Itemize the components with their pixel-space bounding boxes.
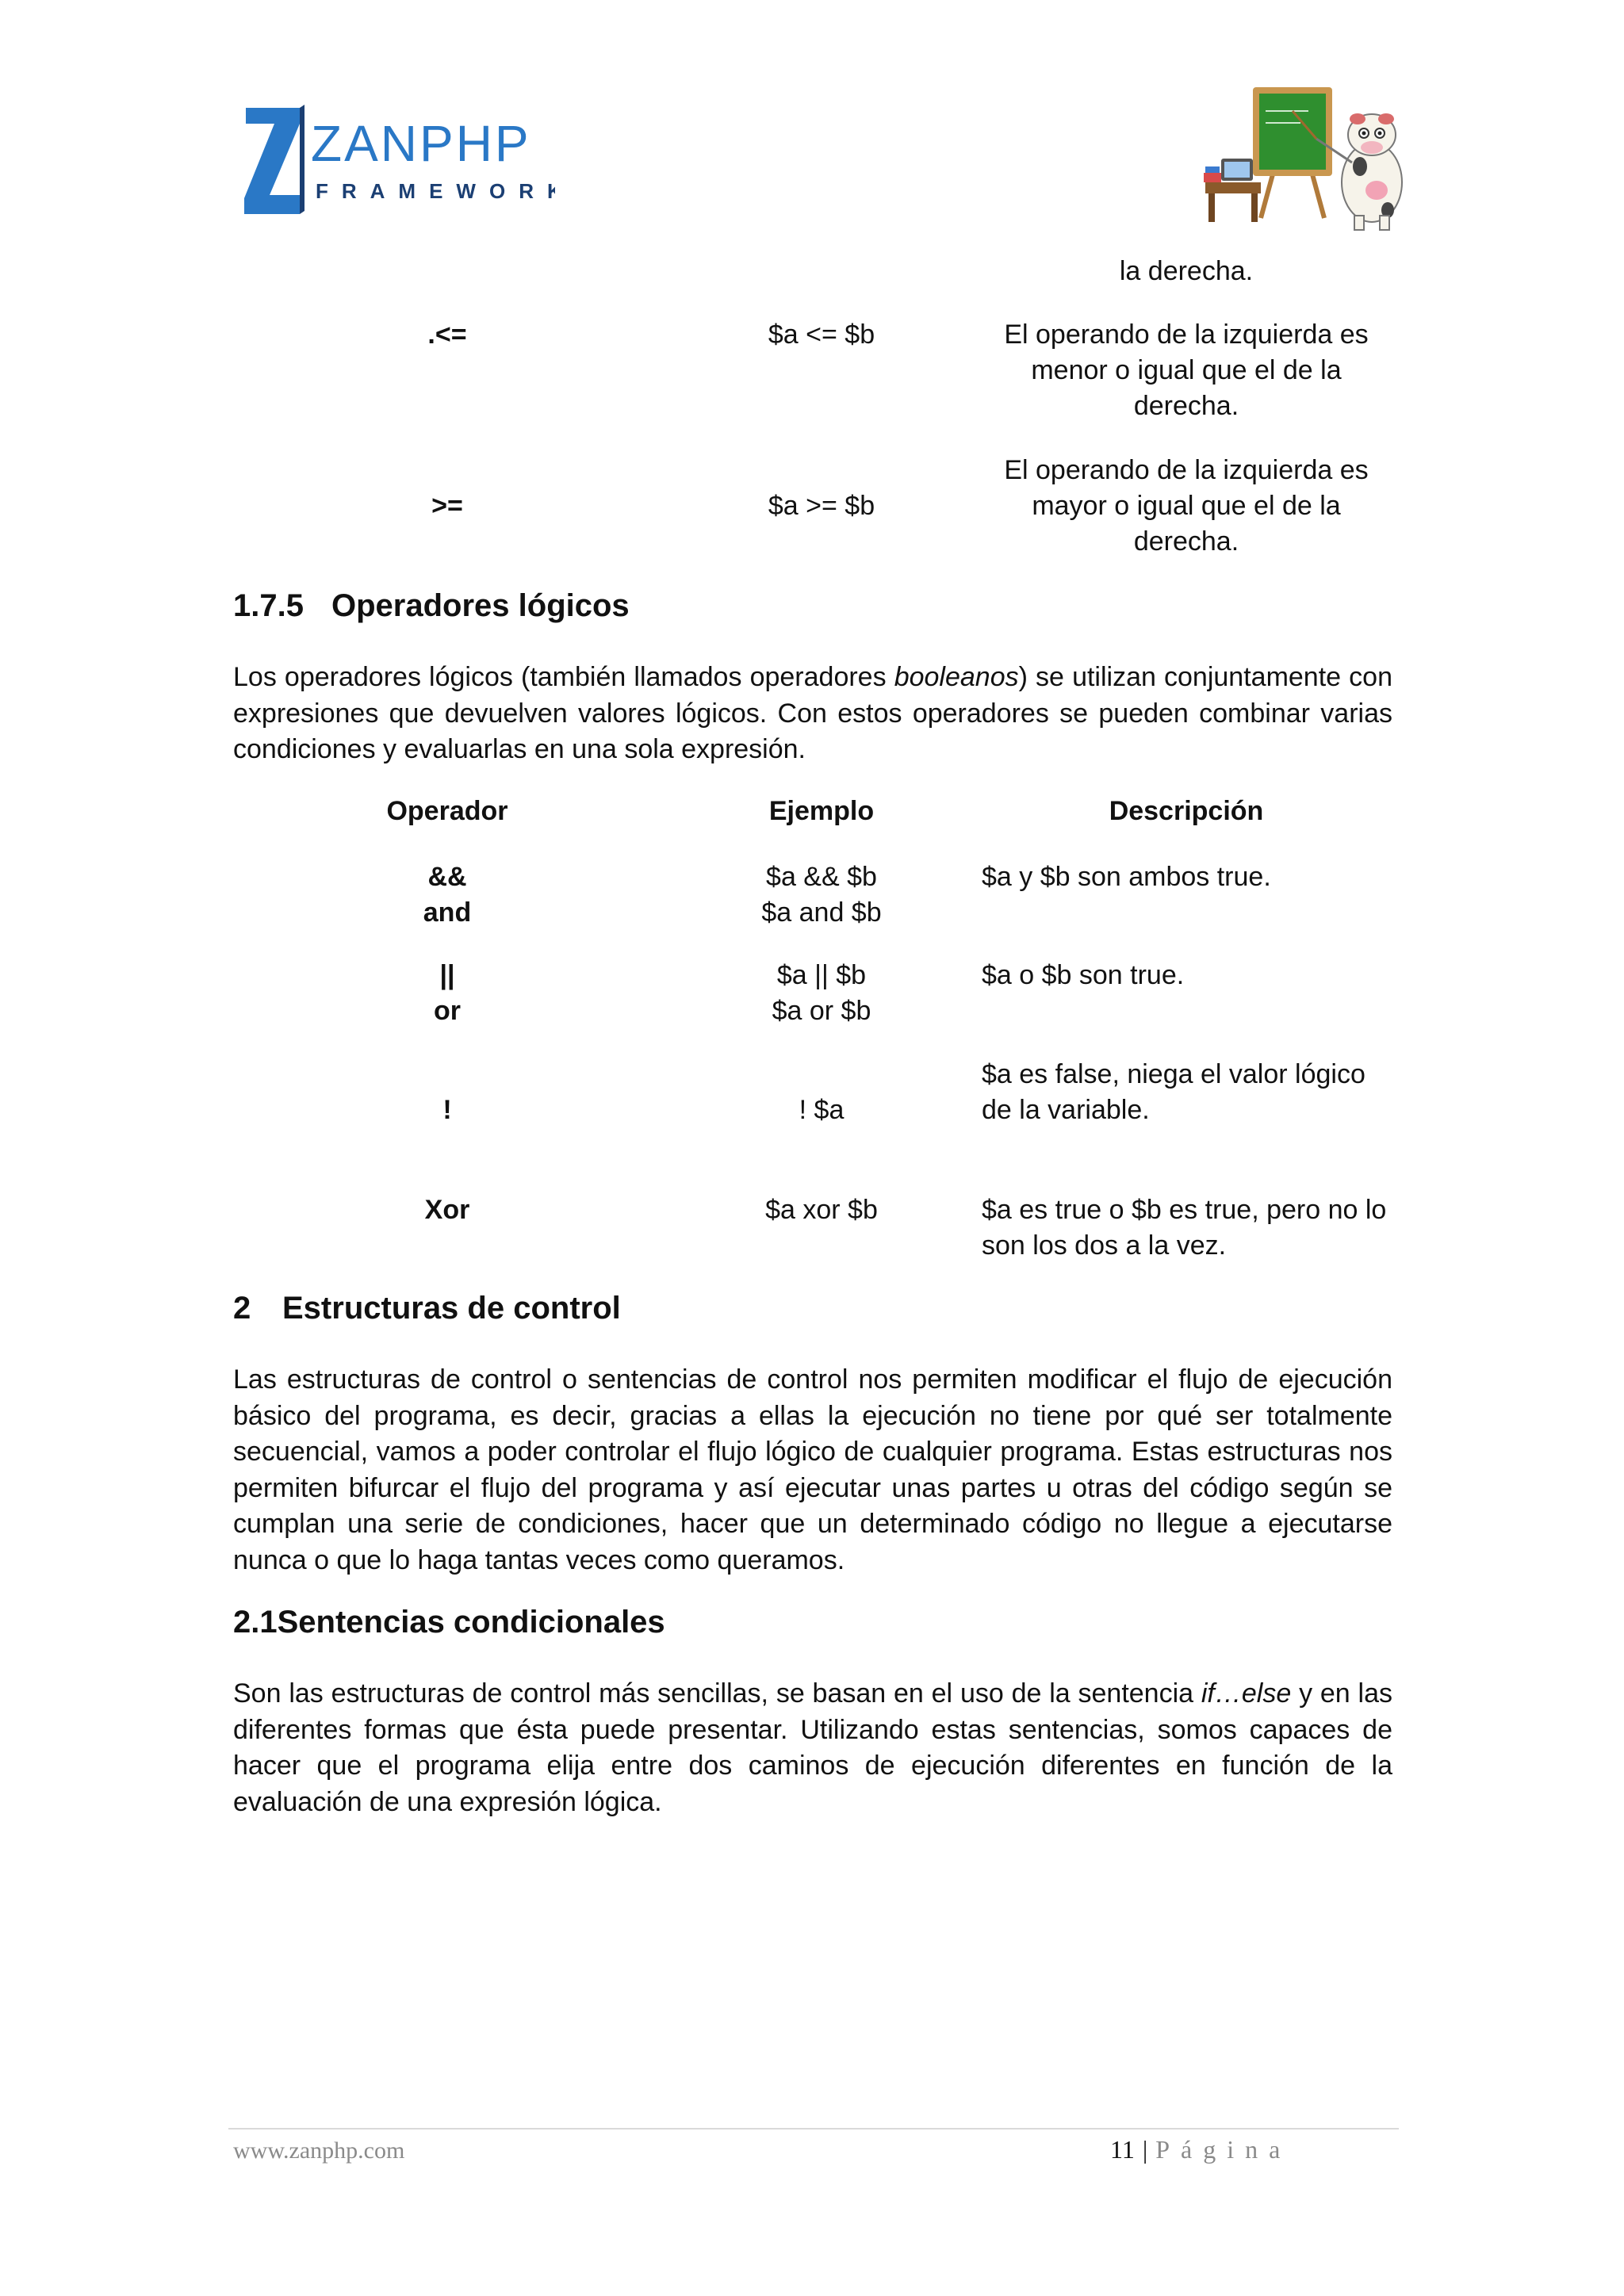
logo-text-bottom: FRAMEWORK [316,179,555,203]
logic-example: $a xor $b [765,1195,878,1225]
footer-url: www.zanphp.com [233,2137,405,2164]
section-heading-2: 2 Estructuras de control [233,1291,621,1326]
comparison-description: El operando de la izquierda es menor o igual que el de la derecha. [1004,320,1369,421]
comparison-continuation: la derecha. [1119,256,1254,286]
cow-teacher-illustration [1189,79,1419,238]
comparison-operator: >= [431,491,463,521]
column-header-operator: Operador [386,796,508,826]
section-heading-2-1: 2.1Sentencias condicionales [233,1605,665,1640]
logic-operator: && and [423,862,472,928]
zanphp-logo [238,101,555,220]
logic-operator: Xor [424,1195,470,1225]
logic-example: $a || $b $a or $b [772,960,871,1026]
section-2-1-paragraph: Son las estructuras de control más sencillas, se basan en el uso de la sentencia if…else y en las diferentes formas que ésta puede presentar. Utilizando estas sentencias, somos capaces de hacer que el programa elija entre dos caminos de ejecución diferentes en función de la evaluación de una expresión lógica. [233,1678,1392,1817]
footer-divider [228,2128,1399,2130]
logic-description: $a es true o $b es true, pero no lo son los dos a la vez. [982,1195,1387,1261]
section-1-7-5-paragraph: Los operadores lógicos (también llamados operadores booleanos) se utilizan conjuntamente con expresiones que devuelven valores lógicos. Con estos operadores se pueden combinar varias condiciones y evaluarlas en una sola expresión. [233,662,1392,764]
logo-text-top: ZANPHP [311,115,531,172]
section-heading-1-7-5: 1.7.5 Operadores lógicos [233,588,630,623]
logic-description: $a y $b son ambos true. [982,862,1271,892]
logic-example: ! $a [799,1095,845,1125]
column-header-description: Descripción [1109,796,1264,826]
logic-operator: || or [434,960,461,1026]
comparison-example: $a <= $b [768,320,875,350]
section-2-paragraph: Las estructuras de control o sentencias de control nos permiten modificar el flujo de ejecución básico del programa, es decir, gracias a ellas la ejecución no tiene por qué ser totalmente secuencial, vamos a poder controlar el flujo lógico de cualquier programa. Estas estructuras nos permiten bifurcar el flujo del programa y así ejecutar unas partes u otras del código según se cumplan una serie de condiciones, hacer que un determinado código no llegue a ejecutarse nunca o que lo haga tantas veces como queramos. [233,1364,1392,1575]
logic-description: $a o $b son true. [982,960,1185,990]
column-header-example: Ejemplo [768,796,875,826]
comparison-example: $a >= $b [768,491,875,521]
logic-example: $a && $b $a and $b [761,862,882,928]
comparison-description: El operando de la izquierda es mayor o igual que el de la derecha. [1004,455,1369,557]
logic-operator: ! [442,1095,452,1125]
logic-description: $a es false, niega el valor lógico de la variable. [982,1059,1365,1125]
comparison-operator: .<= [427,320,467,350]
zanphp-logo-mark [238,101,555,220]
footer-page-number: 11 | Página [1110,2135,1292,2164]
